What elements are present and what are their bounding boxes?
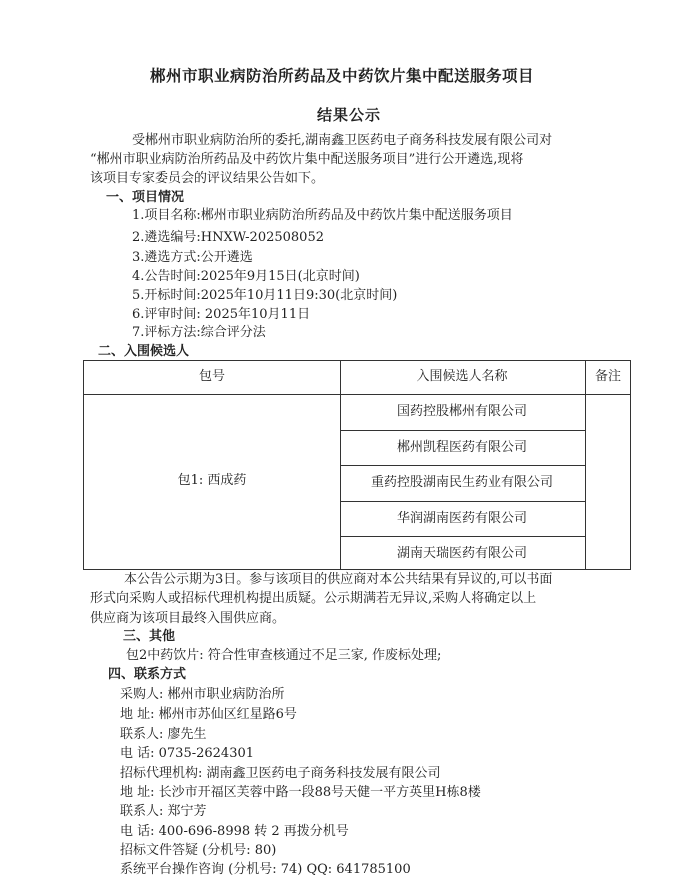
intro-line: 该项目专家委员会的评议结果公告如下。 xyxy=(90,171,325,186)
table-header-remark: 备注 xyxy=(594,369,622,384)
document-title: 郴州市职业病防治所药品及中药饮片集中配送服务项目 xyxy=(150,67,535,85)
project-info-item: 1.项目名称:郴州市职业病防治所药品及中药饮片集中配送服务项目 xyxy=(132,208,513,223)
project-info-item: 3.遴选方式:公开遴选 xyxy=(132,250,253,265)
contact-line: 采购人: 郴州市职业病防治所 xyxy=(120,687,285,702)
table-divider xyxy=(585,361,586,569)
contact-line: 系统平台操作咨询 (分机号: 74) QQ: 641785100 xyxy=(120,862,411,877)
notice-line: 供应商为该项目最终入围供应商。 xyxy=(90,611,286,626)
contact-line: 招标文件答疑 (分机号: 80) xyxy=(120,843,277,858)
table-cell-candidate: 湖南天瑞医药有限公司 xyxy=(396,546,528,561)
contact-line: 地 址: 郴州市苏仙区红星路6号 xyxy=(120,707,297,722)
section-heading-project: 一、项目情况 xyxy=(106,190,185,205)
project-info-item: 6.评审时间: 2025年10月11日 xyxy=(132,307,311,322)
candidates-table xyxy=(83,360,631,570)
table-header-package: 包号 xyxy=(198,369,226,384)
table-cell-candidate: 郴州凯程医药有限公司 xyxy=(396,440,528,455)
section-heading-contact: 四、联系方式 xyxy=(108,667,187,682)
project-info-item: 5.开标时间:2025年10月11日9:30(北京时间) xyxy=(132,288,398,303)
intro-line: 受郴州市职业病防治所的委托,湖南鑫卫医药电子商务科技发展有限公司对 xyxy=(132,133,553,148)
contact-line: 联系人: 郑宁芳 xyxy=(120,804,207,819)
project-info-item: 4.公告时间:2025年9月15日(北京时间) xyxy=(132,269,360,284)
table-header-candidate: 入围候选人名称 xyxy=(416,369,508,384)
table-cell-candidate: 重药控股湖南民生药业有限公司 xyxy=(370,475,554,490)
table-divider xyxy=(340,430,585,431)
table-divider xyxy=(340,536,585,537)
contact-line: 电 话: 400-696-8998 转 2 再拨分机号 xyxy=(120,824,349,839)
contact-line: 联系人: 廖先生 xyxy=(120,727,207,742)
table-cell-candidate: 国药控股郴州有限公司 xyxy=(396,404,528,419)
table-cell-candidate: 华润湖南医药有限公司 xyxy=(396,511,528,526)
contact-line: 地 址: 长沙市开福区芙蓉中路一段88号天健一平方英里H栋8楼 xyxy=(120,785,481,800)
section-heading-other: 三、其他 xyxy=(123,629,176,644)
table-divider xyxy=(340,465,585,466)
project-info-item: 7.评标方法:综合评分法 xyxy=(132,325,266,340)
intro-line: “郴州市职业病防治所药品及中药饮片集中配送服务项目”进行公开遴选,现将 xyxy=(90,152,524,167)
notice-line: 本公告公示期为3日。参与该项目的供应商对本公共结果有异议的,可以书面 xyxy=(124,572,553,587)
other-text: 包2中药饮片: 符合性审查核通过不足三家, 作废标处理; xyxy=(126,648,442,663)
table-divider xyxy=(340,501,585,502)
table-cell-package: 包1: 西成药 xyxy=(177,473,247,488)
project-info-item: 2.遴选编号:HNXW-202508052 xyxy=(132,230,324,245)
document-subtitle: 结果公示 xyxy=(317,106,382,124)
section-heading-candidates: 二、入围候选人 xyxy=(98,344,190,359)
contact-line: 招标代理机构: 湖南鑫卫医药电子商务科技发展有限公司 xyxy=(120,766,441,781)
contact-line: 电 话: 0735-2624301 xyxy=(120,746,255,761)
table-divider xyxy=(84,394,630,395)
notice-line: 形式向采购人或招标代理机构提出质疑。公示期满若无异议,采购人将确定以上 xyxy=(90,591,537,606)
